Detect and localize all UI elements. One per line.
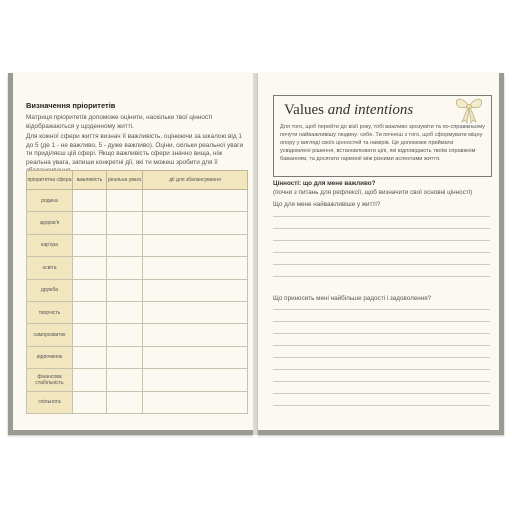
attention-cell[interactable]: [107, 346, 143, 368]
table-row: [27, 369, 248, 391]
row-label: освіта: [27, 257, 73, 279]
writing-line[interactable]: [273, 345, 490, 346]
importance-cell[interactable]: [73, 301, 107, 323]
table-row: [27, 301, 248, 323]
title-intentions: and intentions: [327, 102, 414, 118]
importance-cell[interactable]: [73, 212, 107, 234]
importance-cell[interactable]: [73, 369, 107, 391]
importance-cell[interactable]: [73, 391, 107, 413]
row-label: відпочинок: [27, 346, 73, 368]
table-row: [27, 190, 248, 212]
importance-cell[interactable]: [73, 190, 107, 212]
writing-line[interactable]: [273, 357, 490, 358]
title-values: Values: [284, 102, 324, 118]
writing-line[interactable]: [273, 252, 490, 253]
row-label: кар'єра: [27, 234, 73, 256]
actions-cell[interactable]: [143, 346, 248, 368]
row-label: родина: [27, 190, 73, 212]
writing-line[interactable]: [273, 309, 490, 310]
attention-cell[interactable]: [107, 279, 143, 301]
table-row: [27, 212, 248, 234]
priorities-intro: Матриця пріоритетів допоможе оцінити, наскільки твої цінності відображаються у щоденному житті.: [26, 114, 213, 130]
writing-line[interactable]: [273, 381, 490, 382]
values-question-hint: (почни з питань для рефлексії, щоб визначити свої основні цінності): [273, 189, 473, 196]
writing-line[interactable]: [273, 264, 490, 265]
actions-cell[interactable]: [143, 279, 248, 301]
table-row: [27, 257, 248, 279]
importance-cell[interactable]: [73, 279, 107, 301]
attention-cell[interactable]: [107, 324, 143, 346]
writing-line[interactable]: [273, 369, 490, 370]
values-question: Цінності: що для мене важливо?: [273, 180, 376, 187]
actions-cell[interactable]: [143, 257, 248, 279]
row-label: дружба: [27, 279, 73, 301]
header-actions: дії для збалансування: [143, 171, 248, 190]
actions-cell[interactable]: [143, 212, 248, 234]
actions-cell[interactable]: [143, 234, 248, 256]
table-row: [27, 391, 248, 413]
table-row: [27, 234, 248, 256]
actions-cell[interactable]: [143, 369, 248, 391]
writing-line[interactable]: [273, 393, 490, 394]
actions-cell[interactable]: [143, 301, 248, 323]
joy-question: Що приносить мені найбільше радості і задоволення?: [273, 295, 432, 302]
table-row: [27, 346, 248, 368]
left-page: [8, 73, 253, 435]
header-sphere: пріоритетна сфера: [27, 171, 73, 190]
writing-line[interactable]: [273, 228, 490, 229]
most-important-question: Що для мене найважливіше у житті?: [273, 201, 381, 208]
table-row: [27, 279, 248, 301]
right-page: [258, 73, 504, 435]
writing-line[interactable]: [273, 216, 490, 217]
table-row: [27, 324, 248, 346]
writing-line[interactable]: [273, 240, 490, 241]
writing-line[interactable]: [273, 405, 490, 406]
attention-cell[interactable]: [107, 234, 143, 256]
writing-line[interactable]: [273, 276, 490, 277]
importance-cell[interactable]: [73, 324, 107, 346]
bow-icon: [452, 94, 486, 124]
importance-cell[interactable]: [73, 257, 107, 279]
actions-cell[interactable]: [143, 391, 248, 413]
table-header-row: [27, 171, 248, 190]
row-label: творчість: [27, 301, 73, 323]
row-label: фінансова стабільність: [27, 369, 73, 391]
writing-line[interactable]: [273, 333, 490, 334]
attention-cell[interactable]: [107, 212, 143, 234]
importance-cell[interactable]: [73, 234, 107, 256]
values-title: [284, 102, 413, 119]
priorities-instructions: Для кожної сфери життя визнач її важливість, оцінюючи за шкалою від 1 до 5 (де 1 - не важливо, 5 - дуже важливо). Оціни, скільки реальної уваги ти приділяєш цій сфері. Якщо важливість сфери значно вища, ніж реальна увага, запиши конкретні дії, які ти можеш зробити для її: [26, 133, 244, 166]
values-intro-box: [273, 95, 492, 177]
row-label: здоров'я: [27, 212, 73, 234]
writing-line[interactable]: [273, 321, 490, 322]
header-importance: важливість: [73, 171, 107, 190]
row-label: саморозвиток: [27, 324, 73, 346]
values-intro-text: Для того, щоб перейти до візії року, тобі важливо зрозуміти та по-справжньому почути найважливішу людину: себе. Ти почнеш з того, щоб сформувати міцну опору у вигляді своїх цінностей та намірів. Це допоможе приймати усвідомлені рішення, встановлювати цілі, які відповідають твоїм справжнім бажанням, та досягати гармонії між різними аспектами життя.: [280, 124, 485, 162]
actions-cell[interactable]: [143, 324, 248, 346]
priority-matrix-table: [26, 170, 248, 414]
attention-cell[interactable]: [107, 301, 143, 323]
attention-cell[interactable]: [107, 190, 143, 212]
row-label: спільнота: [27, 391, 73, 413]
actions-cell[interactable]: [143, 190, 248, 212]
attention-cell[interactable]: [107, 391, 143, 413]
priorities-title: Визначення пріоритетів: [26, 101, 116, 110]
attention-cell[interactable]: [107, 257, 143, 279]
header-real-attention: реальна увага: [107, 171, 143, 190]
importance-cell[interactable]: [73, 346, 107, 368]
attention-cell[interactable]: [107, 369, 143, 391]
